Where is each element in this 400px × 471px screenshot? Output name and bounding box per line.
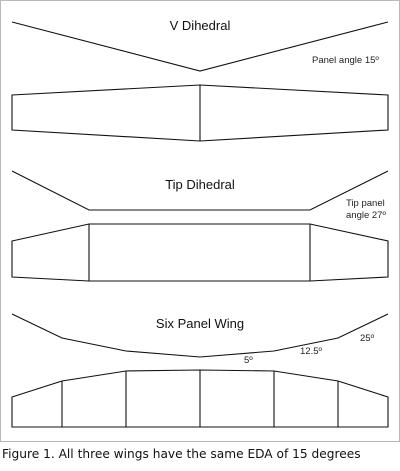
six-panel-section xyxy=(12,314,388,427)
six-panel-angle-12-5: 12.5º xyxy=(300,346,322,357)
six-panel-angle-25: 25º xyxy=(360,333,375,344)
v-dihedral-title: V Dihedral xyxy=(169,18,231,33)
figure-caption: Figure 1. All three wings have the same EDA of 15 degrees xyxy=(2,447,361,461)
tip-dihedral-title: Tip Dihedral xyxy=(165,177,235,192)
six-panel-angle-5: 5º xyxy=(244,355,253,366)
v-dihedral-section xyxy=(12,18,388,141)
tip-panel-angle-label-line1: Tip panel xyxy=(346,198,385,209)
tip-dihedral-section xyxy=(12,171,388,281)
tip-dihedral-plan-view xyxy=(12,224,388,281)
six-panel-title: Six Panel Wing xyxy=(155,316,245,331)
v-dihedral-panel-angle-label: Panel angle 15º xyxy=(312,55,379,66)
tip-panel-angle-label-line2: angle 27º xyxy=(346,210,386,221)
